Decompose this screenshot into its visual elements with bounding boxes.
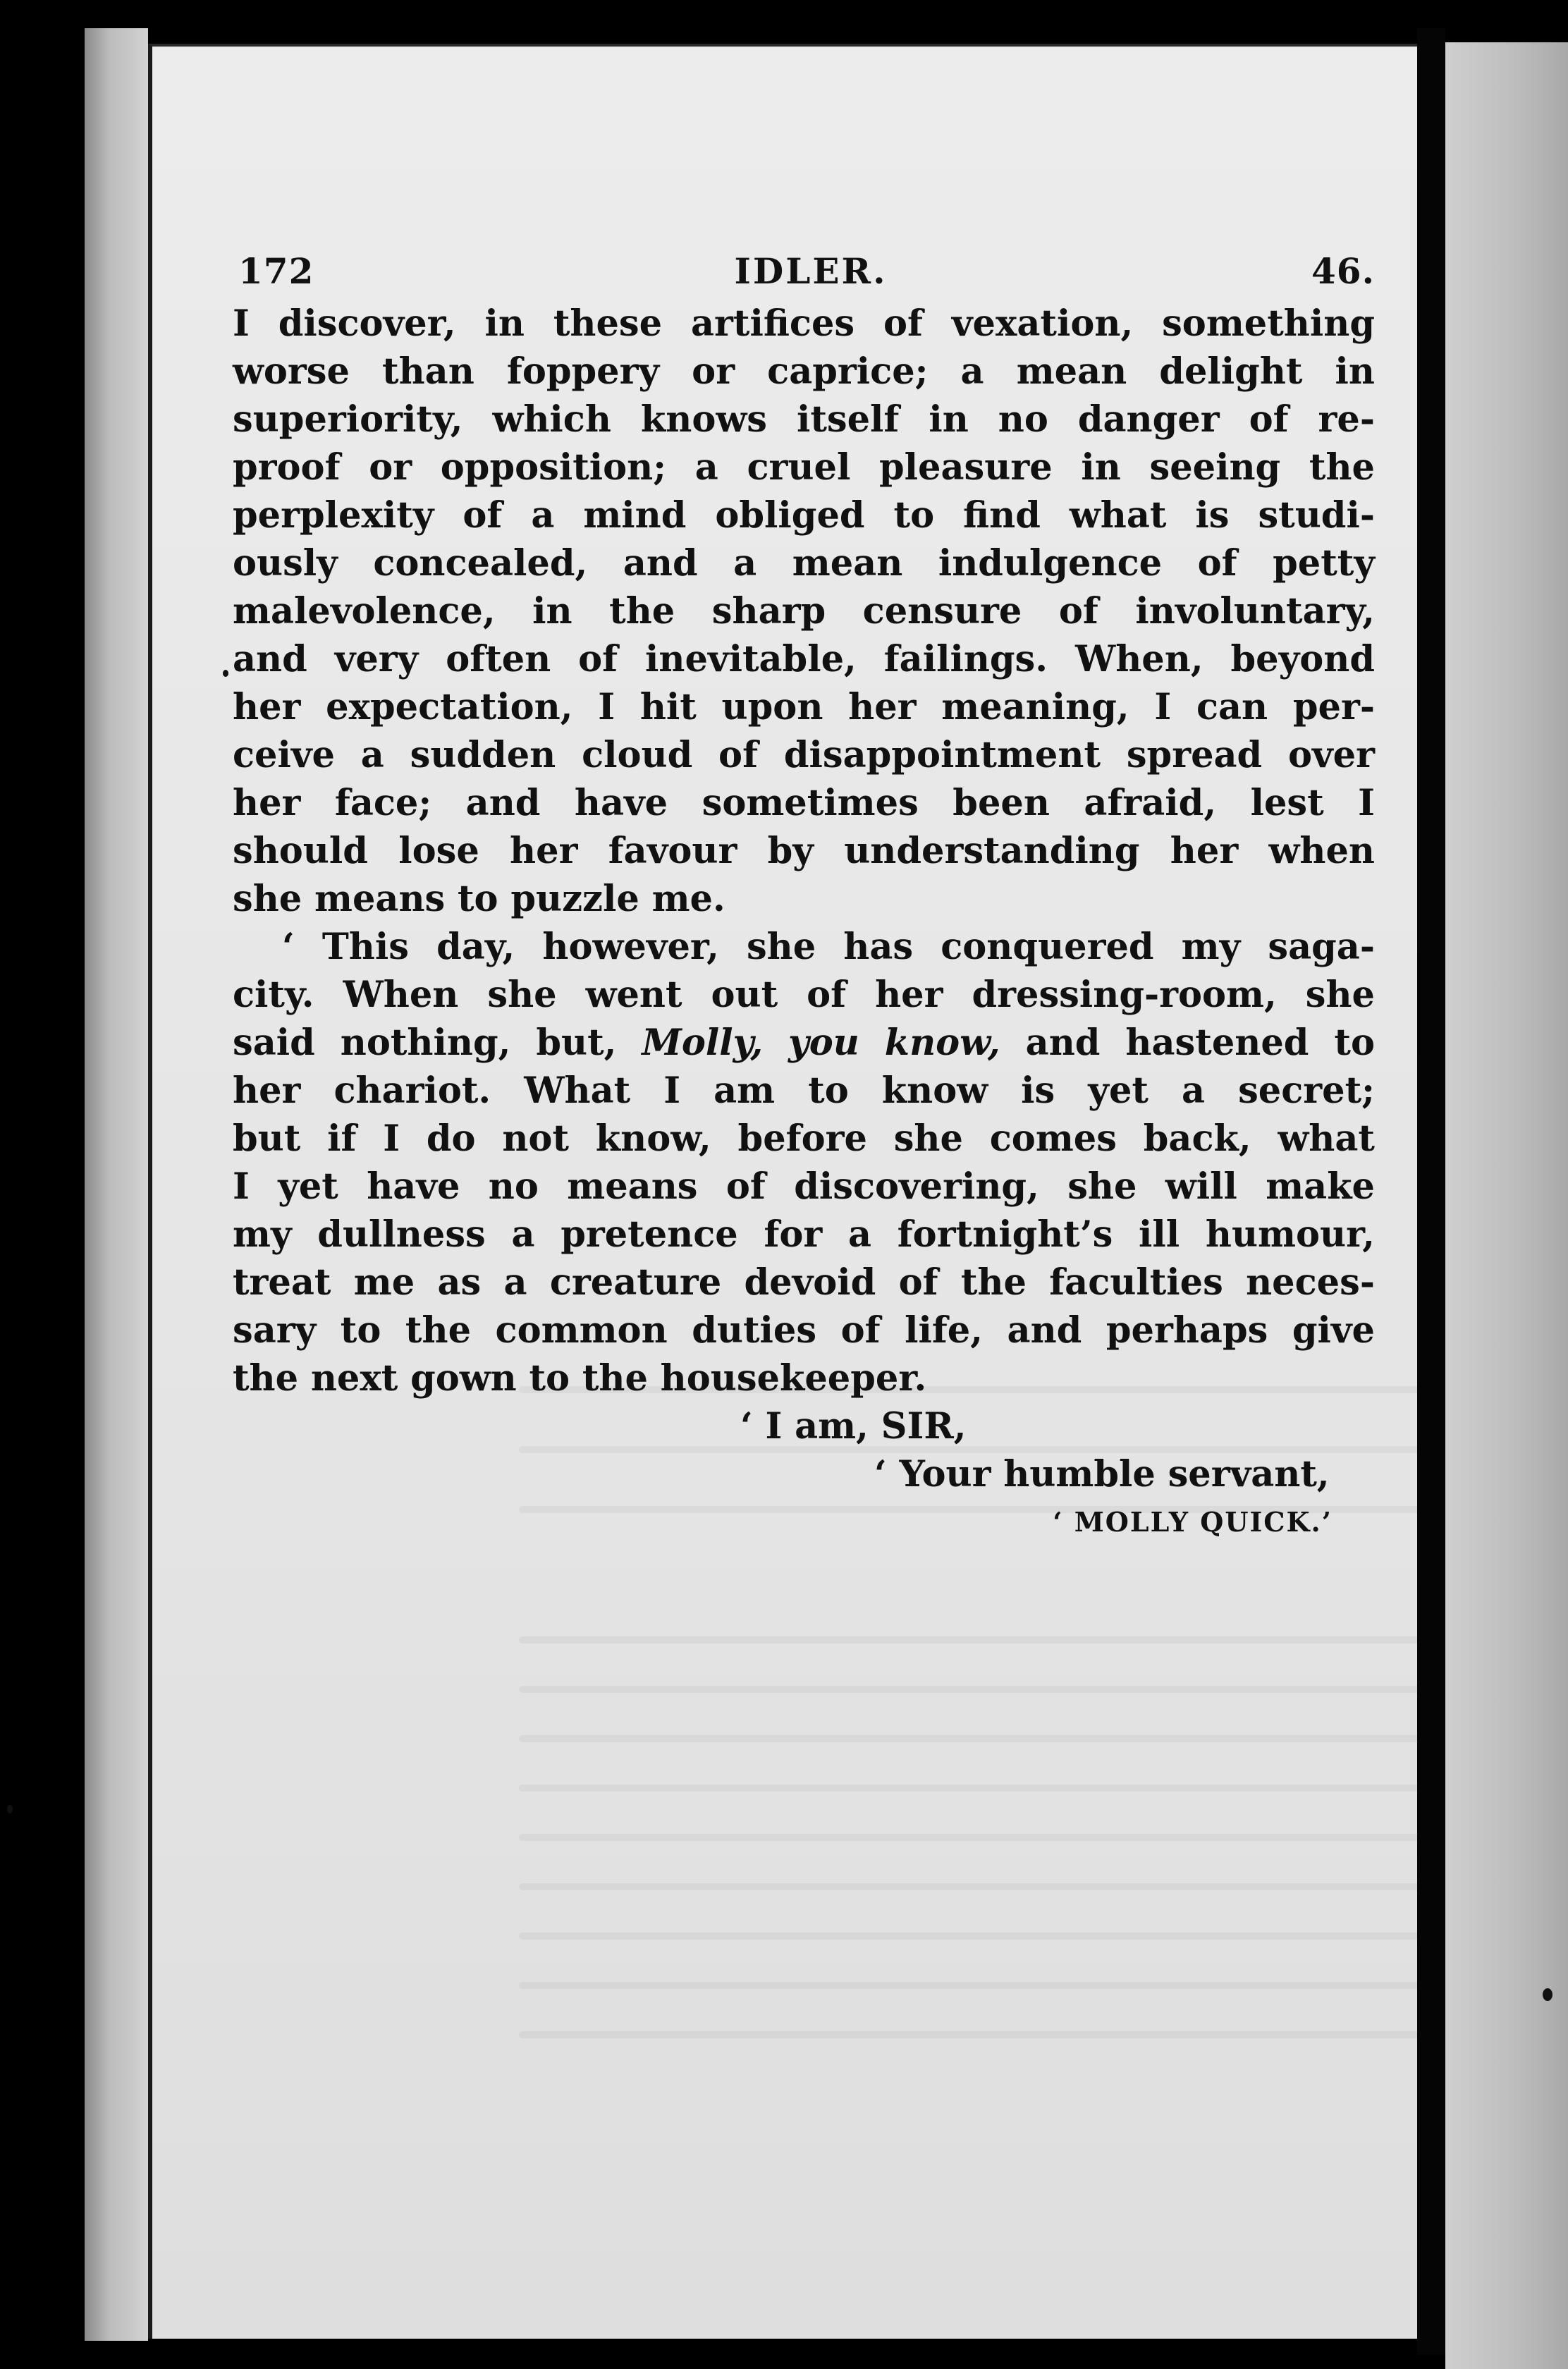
text-line: I yet have no means of discovering, she will make [233,1165,1375,1208]
text-line: ceive a sudden cloud of disappointment spread over [233,734,1375,776]
text-line: superiority, which knows itself in no danger of re- [233,398,1375,441]
valediction: ‘ Your humble servant, [874,1453,1330,1495]
text-line: treat me as a creature devoid of the faculties neces- [233,1261,1375,1304]
bleed-through-line [519,1785,1527,1792]
text-line: but if I do not know, before she comes back, what [233,1118,1375,1160]
scan-speck [223,670,228,677]
bleed-through-line [519,1933,1527,1940]
scan-speck [1543,1988,1552,2001]
essay-number: 46. [1311,250,1375,292]
text-line: city. When she went out of her dressing-room, she [233,974,1375,1016]
bleed-through-line [519,2031,1527,2038]
text-line: sary to the common duties of life, and perhaps give [233,1309,1375,1352]
signature: ‘ MOLLY QUICK.’ [1053,1506,1333,1538]
text-line-with-italic [233,1019,1375,1067]
bleed-through-line [519,1834,1527,1841]
bleed-through-line [519,1686,1527,1693]
bleed-through-line [519,1735,1527,1742]
salutation: ‘ I am, SIR, [740,1405,967,1447]
bleed-through-line [519,1883,1527,1890]
text-line: ‘ This day, however, she has conquered my saga- [282,926,1375,968]
text-line: should lose her favour by understanding her when [233,830,1375,872]
running-head [233,250,1375,300]
scan-speck [7,1805,13,1813]
page-gutter [1417,28,1445,2355]
text-line: ously concealed, and a mean indulgence of petty [233,542,1375,584]
paragraph-one [233,300,1375,923]
paragraph-two [233,923,1375,1402]
bleed-through-line [519,1636,1527,1643]
italic-quotation: Molly, you know, [642,1022,1000,1064]
text-line: her chariot. What I am to know is yet a secret; [233,1070,1375,1112]
page-text [233,250,1375,1546]
left-margin-strip [85,28,148,2341]
text-line: malevolence, in the sharp censure of involuntary, [233,590,1375,632]
text-line: and very often of inevitable, failings. When, beyond [233,638,1375,680]
text-line: she means to puzzle me. [233,878,725,920]
page-number: 172 [238,250,314,292]
text-line: I discover, in these artifices of vexation, something [233,302,1375,345]
text-line: perplexity of a mind obliged to find what is studi- [233,494,1375,537]
text-run: and hastened to [1000,1022,1376,1064]
text-line: the next gown to the housekeeper. [233,1357,927,1400]
bleed-through-line [519,1982,1527,1989]
text-line: her expectation, I hit upon her meaning, I can per- [233,686,1375,728]
adjacent-page-edge [1445,42,1568,2369]
text-line: my dullness a pretence for a fortnight’s ill humour, [233,1213,1375,1256]
text-line: proof or opposition; a cruel pleasure in seeing the [233,446,1375,489]
text-line: worse than foppery or caprice; a mean delight in [233,350,1375,393]
running-title: IDLER. [734,250,888,292]
text-run: said nothing, but, [233,1022,642,1064]
text-line: her face; and have sometimes been afraid, lest I [233,782,1375,824]
